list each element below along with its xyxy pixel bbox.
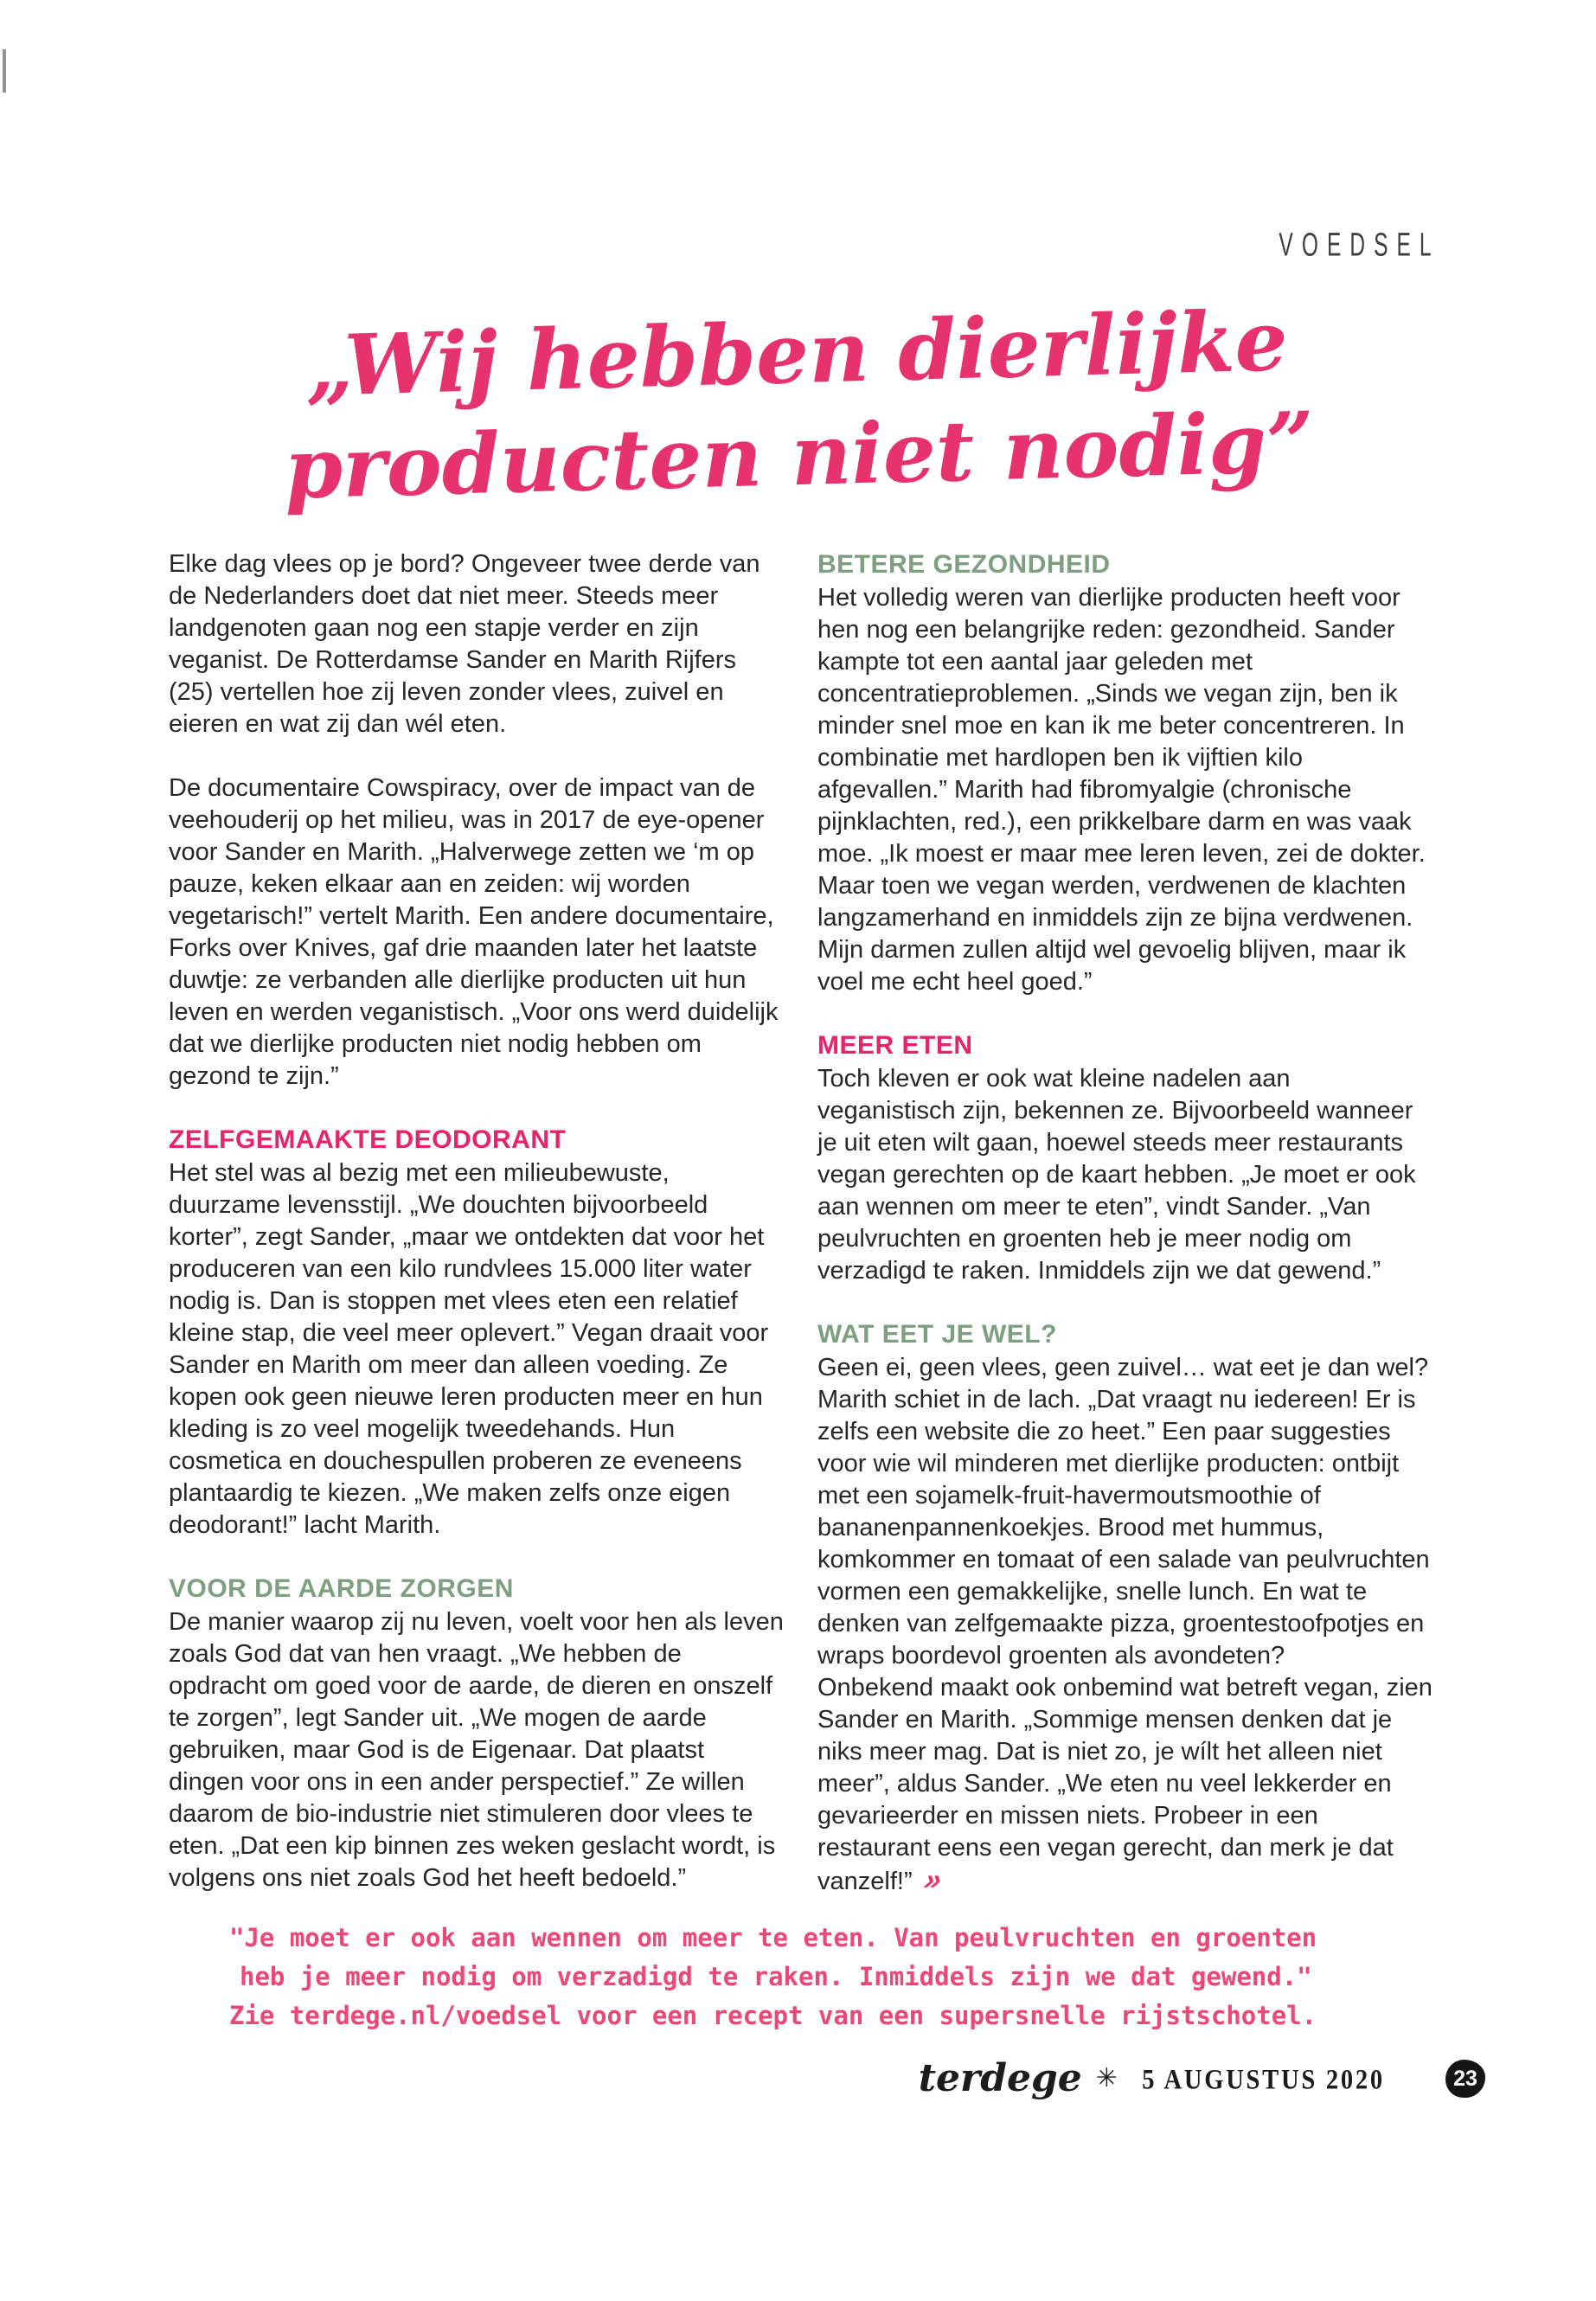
pull-quote [229,1919,1317,2035]
asterisk-icon: ✳ [1095,2064,1118,2093]
article-title [0,282,1596,528]
crop-mark [3,49,6,93]
paragraph-cowspiracy: De documentaire Cowspiracy, over de impact van de veehouderij op het milieu, was in 2017 de eye-opener voor Sander en Marith. „Halverwege zetten we ‘m op pauze, keken elkaar aan en zeiden: wij worden vegetarisch!” vertelt Marith. Een andere documentaire, Forks over Knives, gaf drie maanden later het laatste duwtje: ze verbanden alle dierlijke producten uit hun leven en werden veganistisch. „Voor ons werd duidelijk dat we dierlijke producten niet nodig hebben om gezond te zijn.” [169,774,779,1090]
heading-wat-eet-je-wel: WAT EET JE WEL? [817,1320,1057,1349]
page-number-badge [1445,2060,1485,2098]
paragraph-deodorant: Het stel was al bezig met een milieubewuste, duurzame levensstijl. „We douchten bijvoorbeeld korter”, zegt Sander, „maar we ontdekten dat voor het produceren van een kilo rundvlees 15.000 liter water nodig is. Dan is stoppen met vlees eten een relatief kleine stap, die veel meer oplevert.” Vegan draait voor Sander en Marith om meer dan alleen voeding. Ze kopen ook geen nieuwe leren producten meer en hun kleding is zo veel mogelijk tweedehands. Hun cosmetica en douchespullen proberen ze eveneens plantaardig te kiezen. „We maken zelfs onze eigen deodorant!” lacht Marith. [169,1159,769,1539]
heading-voor-de-aarde-zorgen: VOOR DE AARDE ZORGEN [169,1574,514,1603]
section-label: VOEDSEL [1279,227,1440,264]
heading-meer-eten: MEER ETEN [817,1031,973,1060]
issue-date: 5 AUGUSTUS 2020 [1142,2062,1385,2095]
article-body [169,548,1433,1898]
magazine-logo: terdege [918,2056,1082,2100]
paragraph-meer-eten: Toch kleven er ook wat kleine nadelen aan veganistisch zijn, bekennen ze. Bijvoorbeeld wanneer je uit eten wilt gaan, hoewel steeds meer restaurants vegan gerechten op de kaart hebben. „Je moet er ook aan wennen om meer te eten”, vindt Sander. „Van peulvruchten en groenten heb je meer nodig om verzadigd te raken. Inmiddels zijn we dat gewend.” [817,1065,1416,1285]
pull-quote-line2: heb je meer nodig om verzadigd te raken. Inmiddels zijn we dat gewend." [240,1962,1312,1991]
article-title-line2: producten niet nodig” [283,393,1316,518]
intro-paragraph: Elke dag vlees op je bord? Ongeveer twee derde van de Nederlanders doet dat niet meer. Steeds meer landgenoten gaan nog een stapje verder en zijn veganist. De Rotterdamse Sander en Marith Rijfers (25) vertellen hoe zij leven zonder vlees, zuivel en eieren en wat zij dan wél eten. [169,550,760,738]
right-column [817,548,1433,1898]
page-number: 23 [1453,2066,1477,2091]
heading-zelfgemaakte-deodorant: ZELFGEMAAKTE DEODORANT [169,1125,567,1154]
paragraph-wat-eet-je-wel: Geen ei, geen vlees, geen zuivel… wat eet je dan wel? Marith schiet in de lach. „Dat vraagt nu iedereen! Er is zelfs een website die zo heet.” Een paar suggesties voor wie wil minderen met dierlijke producten: ontbijt met een sojamelk-fruit-havermoutsmoothie of bananenpannenkoekjes. Brood met hummus, komkommer en tomaat of een salade van peulvruchten vormen een gemakkelijke, snelle lunch. En wat te denken van zelfgemaakte pizza, groentestoofpotjes en wraps boordevol groenten als avondeten? [817,1354,1430,1670]
paragraph-onbekend [817,1672,1433,1898]
paragraph-onbekend-text: Onbekend maakt ook onbemind wat betreft vegan, zien Sander en Marith. „Sommige mensen denken dat je niks meer mag. Dat is niet zo, je wílt het alleen niet meer”, aldus Sander. „We eten nu veel lekkerder en gevarieerder en missen niets. Probeer in een restaurant eens een vegan gerecht, dan merk je dat vanzelf!” [817,1674,1433,1895]
article-title-line1: „Wij hebben dierlijke [304,292,1289,415]
pull-quote-line3: Zie terdege.nl/voedsel voor een recept van een supersnelle rijstschotel. [229,2001,1317,2030]
paragraph-gezondheid: Het volledig weren van dierlijke producten heeft voor hen nog een belangrijke reden: gezondheid. Sander kampte tot een aantal jaar geleden met concentratieproblemen. „Sinds we vegan zijn, ben ik minder snel moe en kan ik me beter concentreren. In combinatie met hardlopen ben ik vijftien kilo afgevallen.” Marith had fibromyalgie (chronische pijnklachten, red.), een prikkelbare darm en was vaak moe. „Ik moest er maar mee leren leven, zei de dokter. Maar toen we vegan werden, verdwenen de klachten langzamerhand en inmiddels zijn ze bijna verdwenen. Mijn darmen zullen altijd wel gevoelig blijven, maar ik voel me echt heel goed.” [817,584,1426,996]
paragraph-aarde: De manier waarop zij nu leven, voelt voor hen als leven zoals God dat van hen vraagt. „We hebben de opdracht om goed voor de aarde, de dieren en onszelf te zorgen”, legt Sander uit. „We mogen de aarde gebruiken, maar God is de Eigenaar. Dat plaatst dingen voor ons in een ander perspectief.” Ze willen daarom de bio-industrie niet stimuleren door vlees te eten. „Dat een kip binnen zes weken geslacht wordt, is volgens ons niet zoals God het heeft bedoeld.” [169,1608,784,1892]
left-column [169,548,785,1898]
heading-betere-gezondheid: BETERE GEZONDHEID [817,550,1111,579]
page-footer [919,2057,1485,2100]
pull-quote-line1: "Je moet er ook aan wennen om meer te eten. Van peulvruchten en groenten [229,1923,1317,1952]
continue-chevron-icon: » [920,1863,941,1896]
